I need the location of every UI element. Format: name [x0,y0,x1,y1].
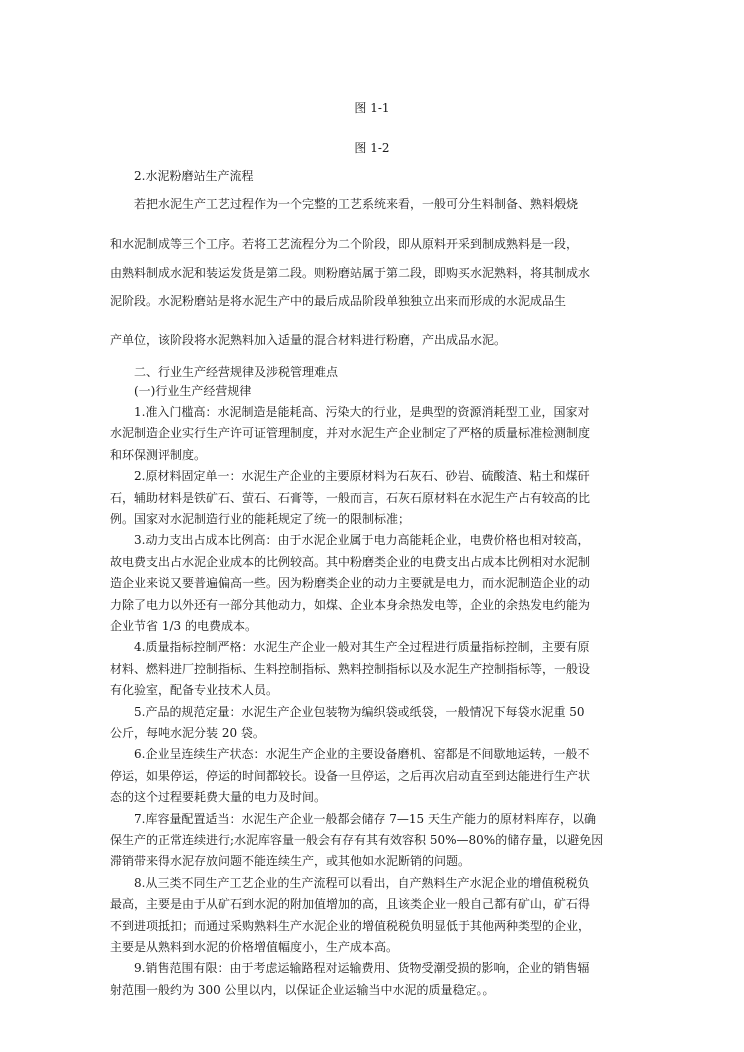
body-line: 滞销带来得水泥存放问题不能连续生产，或其他如水泥断销的问题。 [110,854,471,869]
body-line: 5.产品的规范定量：水泥生产企业包装物为编织袋或纸袋，一般情况下每袋水泥重 50 [134,704,585,719]
body-line: 水泥制造企业实行生产许可证管理制度，并对水泥生产企业制定了严格的质量标准检测制度 [110,426,591,441]
body-line: 7.库容量配置适当：水泥生产企业一般都会储存 7—15 天生产能力的原材料库存，以确 [134,811,596,826]
section-title: 2.水泥粉磨站生产流程 [134,169,254,183]
figure-caption-2: 图 1-2 [354,141,390,155]
body-line: 射范围一般约为 300 公里以内，以保证企业运输当中水泥的质量稳定。。 [110,982,495,997]
figure-caption-1: 图 1-1 [354,101,390,115]
intro-line: 和水泥制成等三个工序。若将工艺流程分为二个阶段，即从原料开采到制成熟料是一段， [110,237,579,251]
body-line: 2.原材料固定单一：水泥生产企业的主要原材料为石灰石、砂岩、硫酸渣、粘土和煤矸 [134,469,590,484]
body-line: 公斤，每吨水泥分装 20 袋。 [110,726,265,740]
body-line: 主要是从熟料到水泥的价格增值幅度小，生产成本高。 [110,940,399,954]
heading-2: 二、行业生产经营规律及涉税管理难点 [134,365,339,379]
body-line: 停运，如果停运，停运的时间都较长。设备一旦停运，之后再次启动直至到达能进行生产状 [110,768,591,783]
body-line: 不到进项抵扣；而通过采购熟料生产水泥企业的增值税税负明显低于其他两种类型的企业， [110,918,591,933]
intro-line: 若把水泥生产工艺过程作为一个完整的工艺系统来看，一般可分生料制备、熟料煅烧 [134,197,579,211]
body-line: 最高，主要是由于从矿石到水泥的附加值增加的高，且该类企业一般自己都有矿山，矿石得 [110,897,591,912]
body-line: 和环保测评制度。 [110,447,207,462]
body-line: 有化验室，配备专业技术人员。 [110,683,279,698]
body-line: 石，辅助材料是铁矿石、萤石、石膏等，一般而言，石灰石原材料在水泥生产占有较高的比 [110,490,591,505]
intro-line: 由熟料制成水泥和装运发货是第二段。则粉磨站属于第二段，即购买水泥熟料，将其制成水 [110,266,591,280]
intro-line: 产单位，该阶段将水泥熟料加入适量的混合材料进行粉磨，产出成品水泥。 [110,333,507,347]
body-line: 4.质量指标控制严格：水泥生产企业一般对其生产全过程进行质量指标控制，主要有原 [134,640,590,655]
body-line: 态的这个过程要耗费大量的电力及时间。 [110,790,327,805]
body-line: 8.从三类不同生产工艺企业的生产流程可以看出，自产熟料生产水泥企业的增值税税负 [134,875,590,890]
body-line: 3.动力支出占成本比例高：由于水泥企业属于电力高能耗企业，电费价格也相对较高， [134,533,590,548]
body-line: 9.销售范围有限：由于考虑运输路程对运输费用、货物受潮受损的影响，企业的销售辐 [134,961,590,976]
body-line: 例。国家对水泥制造行业的能耗规定了统一的限制标准； [110,512,411,526]
heading-3: (一)行业生产经营规律 [134,384,252,398]
body-line: 力除了电力以外还有一部分其他动力，如煤、企业本身余热发电等，企业的余热发电约能为 [110,597,591,612]
body-line: 1.准入门槛高：水泥制造是能耗高、污染大的行业，是典型的资源消耗型工业，国家对 [134,405,590,419]
intro-line: 泥阶段。水泥粉磨站是将水泥生产中的最后成品阶段单独独立出来而形成的水泥成品生 [110,294,567,308]
body-line: 故电费支出占水泥企业成本的比例较高。其中粉磨类企业的电费支出占成本比例相对水泥制 [110,554,591,569]
body-line: 企业节省 1/3 的电费成本。 [110,619,257,633]
body-line: 材料、燃料进厂控制指标、生料控制指标、熟料控制指标以及水泥生产控制指标等，一般设 [110,661,591,676]
body-line: 造企业来说又要普遍偏高一些。因为粉磨类企业的动力主要就是电力，而水泥制造企业的动 [110,576,591,591]
body-line: 6.企业呈连续生产状态：水泥生产企业的主要设备磨机、窑都是不间歇地运转，一般不 [134,747,590,762]
body-line: 保生产的正常连续进行;水泥库容量一般会有存有其有效容积 50%—80%的储存量，以避免因 [110,833,604,847]
